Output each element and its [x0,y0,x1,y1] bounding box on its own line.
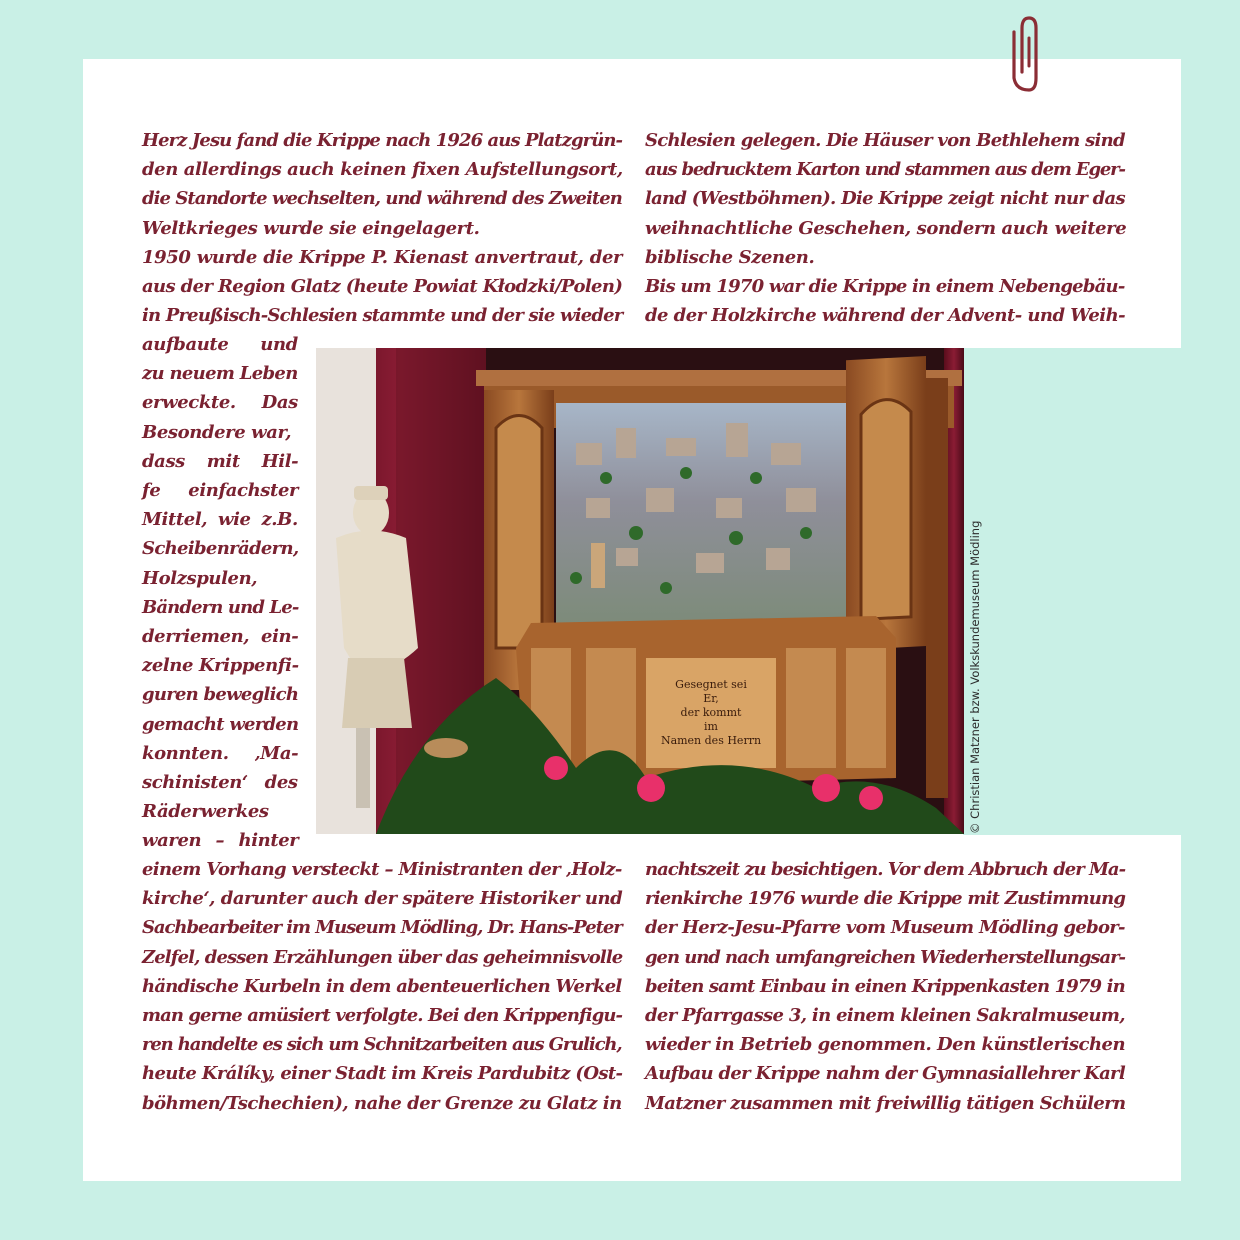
text-line: nachtszeit zu besichtigen. Vor dem Abbruch der Ma- [645,859,1126,880]
text-line: heute Králíky, einer Stadt im Kreis Pardubitz (Ost- [142,1063,623,1085]
text-line: ren handelte es sich um Schnitzarbeiten aus Grulich, [142,1034,622,1056]
text-line: guren beweglich [142,684,299,706]
photo-credit: © Christian Matzner bzw. Volkskundemuseum Mödling [968,520,982,834]
text-line: kirche‘, darunter auch der spätere Historiker und [142,888,623,910]
text-line: beiten samt Einbau in einen Krippenkasten 1979 in [645,975,1125,997]
text-line: Räderwerkes [142,801,269,823]
text-line: Sachbearbeiter im Museum Mödling, Dr. Hans-Peter [142,917,622,939]
text-line: zelne Krippenfi- [142,655,299,677]
text-line: weihnachtliche Geschehen, sondern auch weitere [645,217,1127,239]
text-line: schinisten‘ des [142,772,298,793]
text-line: Schlesien gelegen. Die Häuser von Bethlehem sind [645,130,1125,151]
text-line: Mittel, wie z.B. [142,509,298,531]
text-line: böhmen/Tschechien), nahe der Grenze zu Glatz in [142,1092,622,1114]
text-line: Bändern und Le- [142,596,299,618]
text-line: Besondere war, [142,421,292,443]
inscription-line: Gesegnet sei [675,678,747,691]
text-line: wieder in Betrieb genommen. Den künstlerischen [645,1034,1126,1056]
text-line: Holzspulen, [142,567,258,589]
text-line: rienkirche 1976 wurde die Krippe mit Zustimmung [645,888,1126,910]
text-line: einem Vorhang versteckt – Ministranten der ‚Holz- [142,859,622,880]
nativity-photo [316,348,964,834]
text-line: Matzner zusammen mit freiwillig tätigen Schülern [645,1092,1126,1114]
text-line: 1950 wurde die Krippe P. Kienast anvertraut, der [142,246,623,268]
text-line: zu neuem Leben [142,363,298,385]
text-line: aus bedrucktem Karton und stammen aus dem Eger- [645,159,1125,181]
text-line: derriemen, ein- [142,626,299,647]
text-line: konnten. ‚Ma- [142,742,299,764]
inscription-line: Er, [703,692,719,705]
inscription-line: Namen des Herrn [660,734,762,747]
inscription-line: der kommt [680,706,742,719]
text-line: Aufbau der Krippe nahm der Gymnasiallehrer Karl [645,1063,1125,1085]
text-line: gemacht werden [142,713,299,735]
text-line: de der Holzkirche während der Advent- und Weih- [645,305,1126,327]
text-line: den allerdings auch keinen fixen Aufstellungsort, [142,159,623,181]
text-line: gen und nach umfangreichen Wiederherstellungsar- [645,946,1125,968]
text-line: aus der Region Glatz (heute Powiat Kłodzki/Polen) [142,276,623,297]
text-line: Weltkrieges wurde sie eingelagert. [142,217,480,239]
text-line: erweckte. Das [142,392,298,414]
text-line: der Pfarrgasse 3, in einem kleinen Sakralmuseum, [645,1005,1125,1026]
text-line: die Standorte wechselten, und während des Zweiten [142,188,622,210]
text-line: Zelfel, dessen Erzählungen über das geheimnisvolle [142,946,623,968]
text-line: dass mit Hil- [142,450,299,472]
paperclip-icon [1008,14,1050,94]
inscription-line: im [704,720,718,733]
text-line: der Herz-Jesu-Pfarre vom Museum Mödling gebor- [645,917,1125,939]
teal-band [963,348,1181,835]
text-line: aufbaute und [142,334,298,355]
text-line: Herz Jesu fand die Krippe nach 1926 aus Platzgrün- [142,130,623,151]
text-line: in Preußisch-Schlesien stammte und der sie wieder [142,305,623,327]
text-line: händische Kurbeln in dem abenteuerlichen Werkel [142,975,622,997]
text-line: man gerne amüsiert verfolgte. Bei den Krippenfigu- [142,1005,623,1026]
text-line: land (Westböhmen). Die Krippe zeigt nicht nur das [645,188,1125,210]
text-line: biblische Szenen. [645,246,815,268]
text-line: Scheibenrädern, [142,538,299,560]
text-line: fe einfachster [142,480,299,501]
text-line: waren – hinter [142,830,299,852]
text-line: Bis um 1970 war die Krippe in einem Nebengebäu- [645,276,1125,297]
